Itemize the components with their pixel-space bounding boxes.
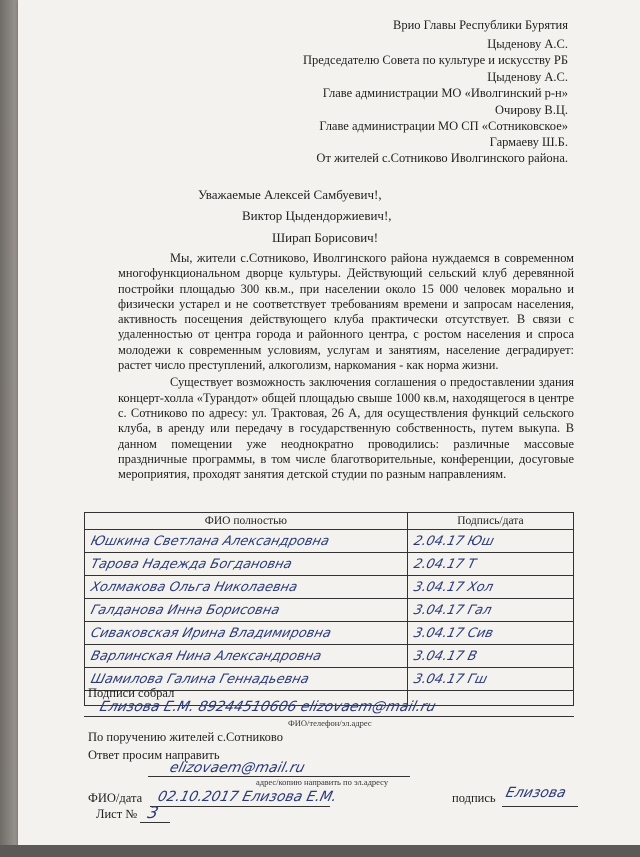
signer-sign: 3.04.17 В <box>411 648 479 664</box>
addressee-from: От жителей с.Сотниково Иволгинского района. <box>316 151 568 165</box>
signature-table <box>84 512 574 706</box>
addressee-line-3: Председателю Совета по культуре и искусству РБ <box>303 53 568 67</box>
signer-sign: 3.04.17 Сив <box>411 625 495 641</box>
col-header-sign: Подпись/дата <box>407 513 573 530</box>
table-edge <box>0 845 640 857</box>
table-row <box>85 599 574 622</box>
reply-value: elizovaem@mail.ru <box>168 760 307 776</box>
signer-sign: 3.04.17 Гал <box>411 602 493 618</box>
signer-sign: 3.04.17 Хол <box>411 579 495 595</box>
table-row <box>85 553 574 576</box>
on-behalf-text: По поручению жителей с.Сотниково <box>88 730 283 744</box>
collected-underline <box>84 716 574 717</box>
addressee-line-4: Цыденову А.С. <box>487 70 568 84</box>
addressee-line-6: Очирову В.Ц. <box>495 103 568 117</box>
fio-date-label: ФИО/дата <box>88 791 143 805</box>
signer-name: Варлинская Нина Александровна <box>89 648 323 664</box>
signer-name: Галданова Инна Борисовна <box>89 602 282 618</box>
addressee-line-5: Главе администрации МО «Иволгинский р-н» <box>322 86 568 100</box>
signer-name: Сиваковская Ирина Владимировна <box>89 625 333 641</box>
collected-caption: ФИО/телефон/эл.адрес <box>288 718 372 728</box>
addressee-line-7: Главе администрации МО СП «Сотниковское» <box>319 119 568 133</box>
collected-value: Елизова Е.М. 89244510606 elizovaem@mail.ru <box>98 699 438 715</box>
addressee-line-2: Цыденову А.С. <box>487 37 568 51</box>
greeting-line-1: Уважаемые Алексей Самбуевич!, <box>198 187 382 202</box>
table-row <box>85 622 574 645</box>
greeting-line-3: Ширап Борисович! <box>272 230 379 245</box>
paragraph-1: Мы, жители с.Сотниково, Иволгинского района нуждаемся в современном многофункциональном дворце культуры. Действующий сельский клуб деревянной постройки площадью 300 кв.м., при населении около 15 000 человек морально и физически устарел и не соответствует требованиям времени и запросам населения, активность посещения действующего клуба практически отсутствует. В связи с удаленностью от центра города и районного центра, с ростом населения и спроса молодежи к современным условиям, услугам и занятиям, население деградирует: растет число преступлений, алкоголизм, наркомания - как норма жизни. <box>118 251 574 373</box>
signer-name: Холмакова Ольга Николаевна <box>89 579 299 595</box>
sheet-value: 3 <box>145 803 161 822</box>
table-row <box>85 645 574 668</box>
reply-caption: адрес/копию направить по эл.адресу <box>256 777 389 787</box>
table-row <box>85 530 574 553</box>
background-shade <box>0 0 18 857</box>
table-row <box>85 576 574 599</box>
addressee-line-1: Врио Главы Республики Бурятия <box>393 18 568 32</box>
signer-name: Шамилова Галина Геннадьевна <box>89 671 311 687</box>
fio-date-value: 02.10.2017 Елизова Е.М. <box>156 789 339 805</box>
reply-label: Ответ просим направить <box>88 748 220 762</box>
greeting-line-2: Виктор Цыдендоржиевич!, <box>242 208 392 223</box>
signer-name: Тарова Надежда Богдановна <box>89 556 294 572</box>
sheet-label: Лист № <box>96 807 138 821</box>
collected-label: Подписи собрал <box>88 686 175 700</box>
letter-body <box>118 251 574 482</box>
addressee-line-8: Гармаеву Ш.Б. <box>489 135 568 149</box>
signature-value: Елизова <box>504 785 568 801</box>
signer-sign: 2.04.17 Юш <box>411 533 496 549</box>
col-header-name: ФИО полностью <box>85 513 408 530</box>
signer-name: Юшкина Светлана Александровна <box>89 533 331 549</box>
signer-sign: 2.04.17 Т <box>411 556 478 572</box>
fio-date-underline <box>150 806 330 807</box>
signature-underline <box>502 806 578 807</box>
signature-label: подпись <box>452 791 496 805</box>
signer-sign: 3.04.17 Гш <box>411 671 489 687</box>
paragraph-2: Существует возможность заключения соглашения о предоставлении здания концерт-холла «Турандот» общей площадью свыше 1000 кв.м, находящегося в центре с. Сотниково по адресу: ул. Трактовая, 26 А, для осуществления функций сельского клуба, в аренду или передачу в государственную собственность, путем выкупа. В данном помещении уже неоднократно проводились: различные массовые праздничные программы, в том числе благотворительные, конференции, досуговые мероприятия, проходят занятия детской студии по разным направлениям. <box>118 375 574 482</box>
